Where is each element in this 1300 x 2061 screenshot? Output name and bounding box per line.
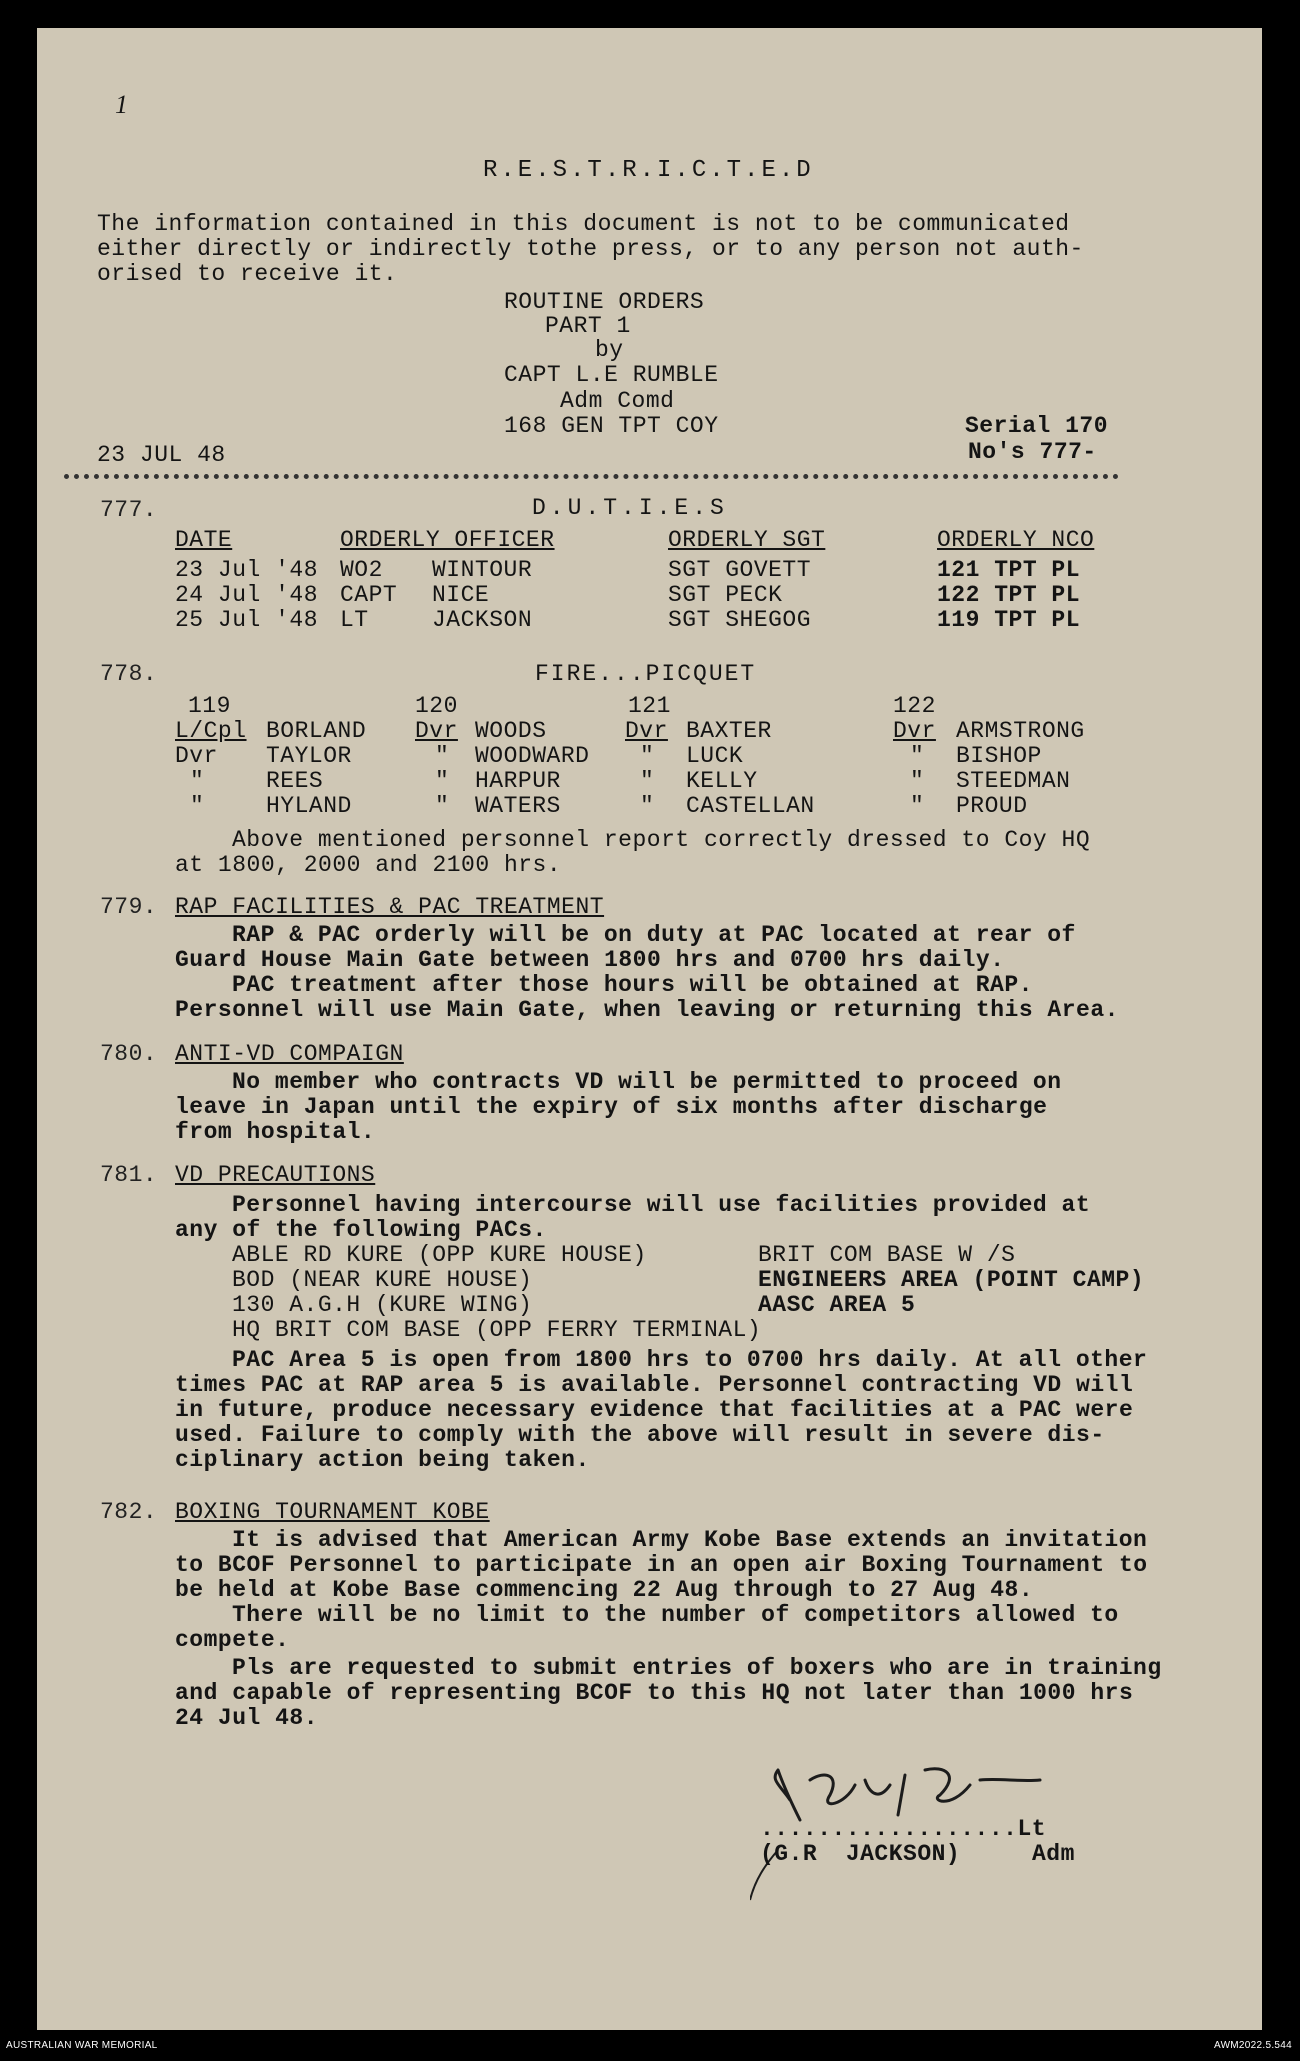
picquet-member: TAYLOR (266, 743, 352, 769)
vdprec-intro: any of the following PACs. (175, 1217, 547, 1243)
rap-line: Personnel will use Main Gate, when leaving or returning this Area. (175, 997, 1119, 1023)
picquet-member: WATERS (475, 793, 561, 819)
picquet-rank: Dvr (415, 718, 458, 744)
boxing-line: 24 Jul 48. (175, 1705, 319, 1731)
commander-role: Adm Comd (560, 388, 675, 414)
boxing-line: Pls are requested to submit entries of boxers who are in training (232, 1655, 1162, 1681)
picquet-platoon: 122 (893, 693, 936, 719)
picquet-member: ARMSTRONG (956, 718, 1085, 744)
picquet-member: BAXTER (686, 718, 772, 744)
pac-location: AASC AREA 5 (758, 1292, 916, 1318)
duty-date: 24 Jul '48 (175, 582, 319, 608)
picquet-rank: " (910, 793, 925, 819)
duties-title: D.U.T.I.E.S (532, 495, 728, 521)
picquet-member: BORLAND (266, 718, 367, 744)
duty-date: 23 Jul '48 (175, 557, 319, 583)
duty-nco: 119 TPT PL (937, 607, 1081, 633)
antivd-line: leave in Japan until the expiry of six months after discharge (175, 1094, 1048, 1120)
picquet-note-line: Above mentioned personnel report correctly dressed to Coy HQ (232, 827, 1091, 853)
rap-title: RAP FACILITIES & PAC TREATMENT (175, 894, 605, 920)
duty-sgt: SGT SHEGOG (668, 607, 812, 633)
boxing-title: BOXING TOURNAMENT KOBE (175, 1499, 490, 1525)
item-number-777: 777. (100, 497, 158, 523)
boxing-line: to BCOF Personnel to participate in an open air Boxing Tournament to (175, 1552, 1148, 1578)
picquet-rank: " (435, 793, 450, 819)
picquet-rank: " (640, 768, 655, 794)
picquet-rank: L/Cpl (175, 718, 247, 744)
duties-header-nco: ORDERLY NCO (937, 527, 1095, 553)
signature-line: ..................Lt (760, 1816, 1047, 1842)
picquet-platoon: 119 (188, 693, 231, 719)
boxing-line: There will be no limit to the number of competitors allowed to (232, 1602, 1119, 1628)
vdprec-title: VD PRECAUTIONS (175, 1162, 376, 1188)
duties-header-officer: ORDERLY OFFICER (340, 527, 555, 553)
item-number-781: 781. (100, 1162, 158, 1188)
footer-accession-number: AWM2022.5.544 (1213, 2040, 1292, 2051)
pac-location: HQ BRIT COM BASE (OPP FERRY TERMINAL) (232, 1317, 762, 1343)
footer-source: AUSTRALIAN WAR MEMORIAL (6, 2040, 158, 2051)
duty-officer: JACKSON (432, 607, 533, 633)
item-number-780: 780. (100, 1041, 158, 1067)
picquet-member: HYLAND (266, 793, 352, 819)
unit-name: 168 GEN TPT COY (504, 413, 719, 439)
notice-line-2: either directly or indirectly tothe press, or to any person not auth- (97, 236, 1084, 262)
picquet-rank: Dvr (893, 718, 936, 744)
vdprec-line: times PAC at RAP area 5 is available. Personnel contracting VD will (175, 1372, 1134, 1398)
vdprec-intro: Personnel having intercourse will use facilities provided at (232, 1192, 1091, 1218)
picquet-rank: " (910, 743, 925, 769)
item-number-778: 778. (100, 661, 158, 687)
classification-title: R.E.S.T.R.I.C.T.E.D (483, 157, 814, 184)
serial-number: Serial 170 (965, 413, 1109, 439)
duty-rank: CAPT (340, 582, 398, 608)
picquet-title: FIRE...PICQUET (535, 661, 757, 687)
vdprec-line: ciplinary action being taken. (175, 1447, 590, 1473)
commander-name: CAPT L.E RUMBLE (504, 362, 719, 388)
picquet-rank: " (190, 793, 205, 819)
picquet-member: LUCK (686, 743, 744, 769)
picquet-member: PROUD (956, 793, 1028, 819)
duty-rank: LT (340, 607, 369, 633)
picquet-member: STEEDMAN (956, 768, 1071, 794)
boxing-line: It is advised that American Army Kobe Base extends an invitation (232, 1527, 1148, 1553)
picquet-rank: " (640, 793, 655, 819)
duty-nco: 121 TPT PL (937, 557, 1081, 583)
antivd-line: from hospital. (175, 1119, 376, 1145)
vdprec-line: used. Failure to comply with the above will result in severe dis- (175, 1422, 1105, 1448)
boxing-line: compete. (175, 1627, 290, 1653)
item-number-779: 779. (100, 894, 158, 920)
separator-dots (64, 474, 1119, 479)
page-number: 1 (115, 90, 129, 119)
pac-location: BRIT COM BASE W /S (758, 1242, 1016, 1268)
notice-line-1: The information contained in this document is not to be communicated (97, 211, 1070, 237)
notice-line-3: orised to receive it. (97, 261, 398, 287)
picquet-rank: Dvr (625, 718, 668, 744)
picquet-member: WOODS (475, 718, 547, 744)
by-label: by (595, 337, 624, 363)
boxing-line: be held at Kobe Base commencing 22 Aug through to 27 Aug 48. (175, 1577, 1034, 1603)
picquet-member: HARPUR (475, 768, 561, 794)
picquet-member: WOODWARD (475, 743, 590, 769)
picquet-rank: " (190, 768, 205, 794)
picquet-rank: Dvr (175, 743, 218, 769)
pac-location: ENGINEERS AREA (POINT CAMP) (758, 1267, 1145, 1293)
vdprec-line: in future, produce necessary evidence that facilities at a PAC were (175, 1397, 1134, 1423)
pac-location: ABLE RD KURE (OPP KURE HOUSE) (232, 1242, 647, 1268)
rap-line: RAP & PAC orderly will be on duty at PAC located at rear of (232, 922, 1076, 948)
pac-location: 130 A.G.H (KURE WING) (232, 1292, 533, 1318)
antivd-line: No member who contracts VD will be permitted to proceed on (232, 1069, 1062, 1095)
duties-header-sgt: ORDERLY SGT (668, 527, 826, 553)
duty-sgt: SGT GOVETT (668, 557, 812, 583)
picquet-member: KELLY (686, 768, 758, 794)
picquet-member: CASTELLAN (686, 793, 815, 819)
duty-nco: 122 TPT PL (937, 582, 1081, 608)
duty-officer: NICE (432, 582, 490, 608)
duty-sgt: SGT PECK (668, 582, 783, 608)
routine-orders-title: ROUTINE ORDERS (504, 289, 705, 315)
picquet-rank: " (435, 743, 450, 769)
duty-officer: WINTOUR (432, 557, 533, 583)
pac-location: BOD (NEAR KURE HOUSE) (232, 1267, 533, 1293)
vdprec-line: PAC Area 5 is open from 1800 hrs to 0700 hrs daily. At all other (232, 1347, 1148, 1373)
picquet-platoon: 121 (628, 693, 671, 719)
picquet-note-line: at 1800, 2000 and 2100 hrs. (175, 852, 562, 878)
picquet-rank: " (435, 768, 450, 794)
picquet-member: BISHOP (956, 743, 1042, 769)
picquet-platoon: 120 (415, 693, 458, 719)
part-label: PART 1 (545, 313, 631, 339)
item-number-782: 782. (100, 1499, 158, 1525)
rap-line: Guard House Main Gate between 1800 hrs and 0700 hrs daily. (175, 947, 1005, 973)
duty-date: 25 Jul '48 (175, 607, 319, 633)
signatory-role: Adm (1032, 1841, 1075, 1867)
order-numbers: No's 777- (968, 439, 1097, 465)
picquet-member: REES (266, 768, 324, 794)
picquet-rank: " (910, 768, 925, 794)
picquet-rank: " (640, 743, 655, 769)
duties-header-date: DATE (175, 527, 233, 553)
signatory-name: (G.R JACKSON) (760, 1841, 961, 1867)
duty-rank: WO2 (340, 557, 383, 583)
rap-line: PAC treatment after those hours will be obtained at RAP. (232, 972, 1033, 998)
order-date: 23 JUL 48 (97, 442, 226, 468)
antivd-title: ANTI-VD COMPAIGN (175, 1041, 404, 1067)
boxing-line: and capable of representing BCOF to this HQ not later than 1000 hrs (175, 1680, 1134, 1706)
